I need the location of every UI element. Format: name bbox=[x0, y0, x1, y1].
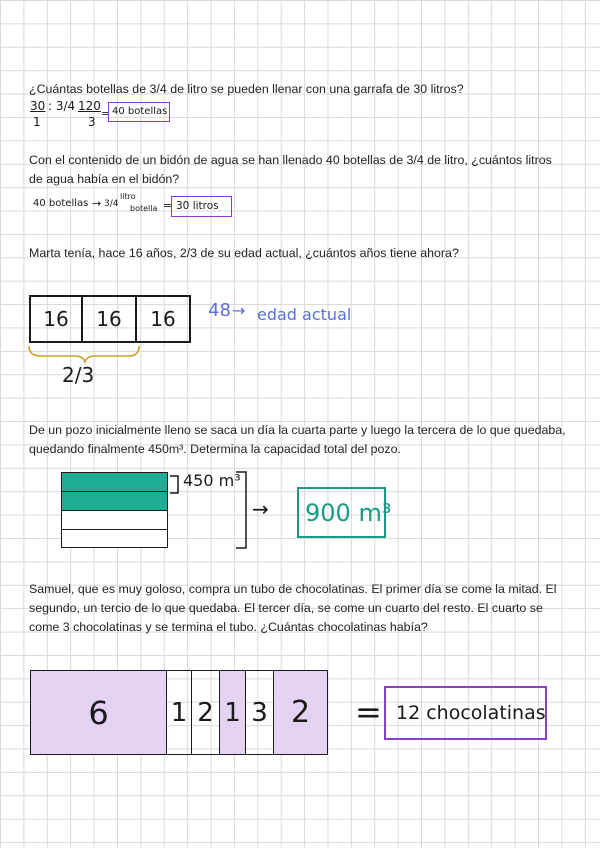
p2-unit-num: litro bbox=[120, 192, 136, 201]
p1-num2: 120 bbox=[78, 99, 101, 113]
p2-arrow: → bbox=[92, 197, 102, 210]
p4-answer: 900 m³ bbox=[305, 499, 392, 527]
p5-answer-box bbox=[384, 686, 547, 740]
p2-text1: 40 botellas bbox=[33, 198, 89, 209]
p3-brace-icon bbox=[27, 344, 147, 364]
p4-right-bracket-icon bbox=[234, 470, 250, 550]
p2-equals: = bbox=[163, 199, 173, 212]
p5-cell-4: 1 bbox=[220, 670, 246, 755]
p5-cell-2: 1 bbox=[167, 670, 192, 755]
p3-arrow: → bbox=[232, 301, 246, 320]
p3-result-label: edad actual bbox=[257, 305, 352, 324]
p4-well-bar bbox=[61, 472, 168, 548]
p4-answer-box bbox=[297, 487, 392, 538]
p4-bar-part-2 bbox=[62, 492, 167, 511]
p4-bar-part-1 bbox=[62, 473, 167, 492]
p2-frac: 3/4 bbox=[104, 199, 119, 209]
p2-answer-box bbox=[171, 196, 232, 217]
p4-bracket-icon bbox=[168, 474, 182, 496]
problem-5-question: Samuel, que es muy goloso, compra un tubo de chocolatinas. El primer día se come la mitad. El segundo, un tercio de lo que quedaba. El tercer día, se come un cuarto del resto. El cuarto se come 3 chocolatinas y se termina el tubo. ¿Cuántas chocolatinas había? bbox=[29, 582, 557, 634]
p3-cell-3: 16 bbox=[137, 295, 191, 343]
p5-answer: 12 chocolatinas bbox=[396, 702, 546, 724]
p2-unit-den: botella bbox=[130, 204, 158, 213]
p5-cell-6: 2 bbox=[274, 670, 328, 755]
p5-equals: = bbox=[355, 693, 382, 731]
p1-num1: 30 bbox=[30, 99, 46, 113]
p1-equals: = bbox=[101, 107, 111, 120]
p2-answer: 30 litros bbox=[176, 200, 219, 212]
p3-result: 48 bbox=[208, 300, 231, 321]
problem-3-question: Marta tenía, hace 16 años, 2/3 de su edad actual, ¿cuántos años tiene ahora? bbox=[29, 246, 459, 260]
problem-1-question: ¿Cuántas botellas de 3/4 de litro se pueden llenar con una garrafa de 30 litros? bbox=[29, 82, 464, 96]
p1-den1: 1 bbox=[33, 115, 41, 129]
p4-arrow: → bbox=[252, 497, 269, 521]
p1-answer: 40 botellas bbox=[112, 106, 168, 117]
p1-den2: 3 bbox=[88, 115, 96, 129]
p3-brace-label: 2/3 bbox=[62, 363, 95, 387]
p5-cell-5: 3 bbox=[246, 670, 274, 755]
p5-cell-3: 2 bbox=[192, 670, 220, 755]
p4-bar-part-3 bbox=[62, 511, 167, 530]
p4-bar-label: 450 m³ bbox=[183, 471, 241, 490]
p1-answer-box bbox=[108, 102, 170, 122]
p5-cell-1: 6 bbox=[30, 670, 167, 755]
problem-2-question: Con el contenido de un bidón de agua se han llenado 40 botellas de 3/4 de litro, ¿cuántos litros de agua había en el bidón? bbox=[29, 153, 552, 186]
p3-cell-1: 16 bbox=[29, 295, 83, 343]
p3-cell-2: 16 bbox=[83, 295, 137, 343]
p1-op: : 3/4 bbox=[48, 99, 76, 113]
problem-4-question: De un pozo inicialmente lleno se saca un día la cuarta parte y luego la tercera de lo que quedaba, quedando finalmente 450m³. Determina la capacidad total del pozo. bbox=[29, 423, 566, 456]
